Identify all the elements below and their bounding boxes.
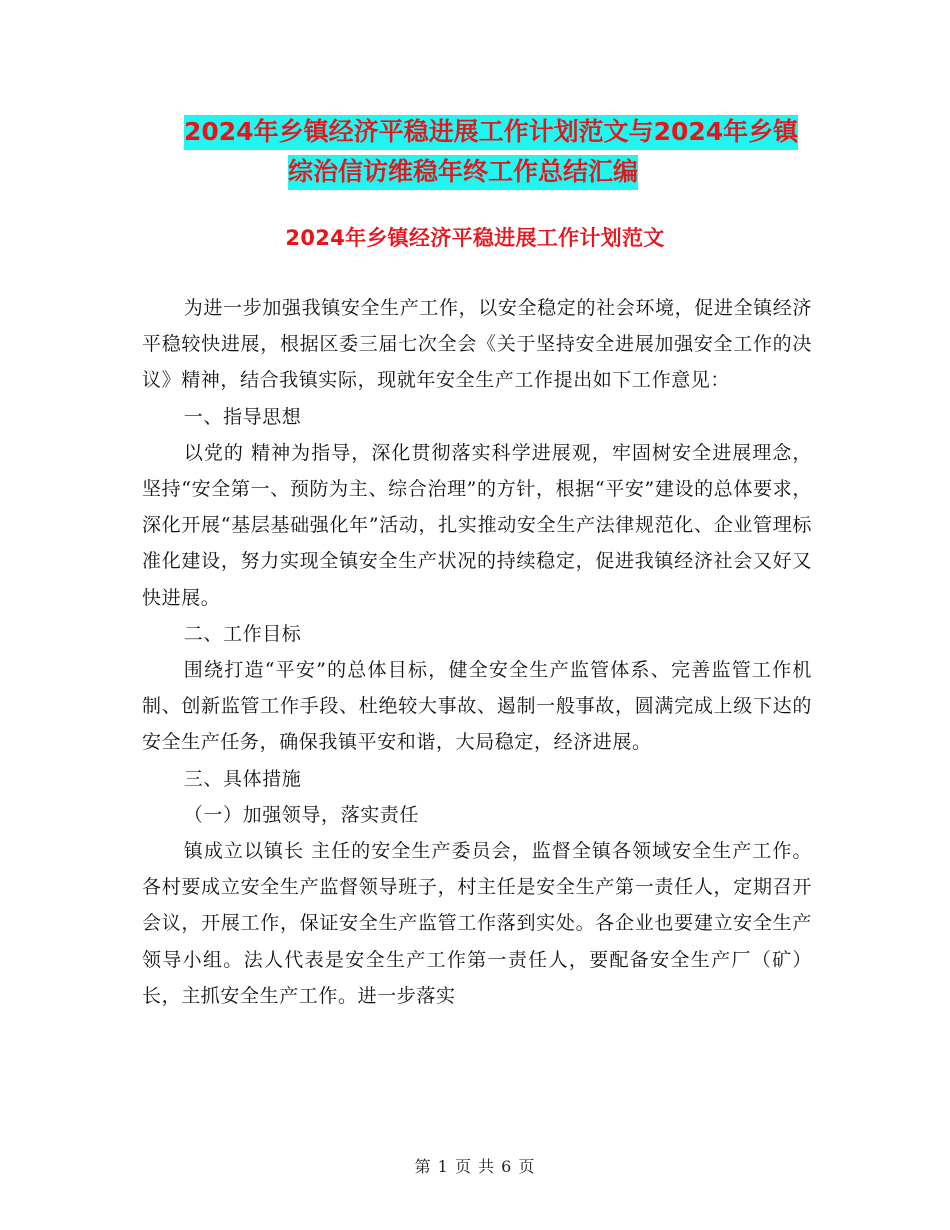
- document-title: [140, 112, 830, 192]
- heading-guiding-ideology: 一、指导思想: [183, 405, 302, 428]
- paragraph-guiding-ideology: 以党的 精神为指导，深化贯彻落实科学进展观，牢固树安全进展理念，坚持“安全第一、预防为主、综合治理”的方针，根据“平安”建设的总体要求，深化开展“基层基础强化年”活动，扎实推动安全生产法律规范化、企业管理标准化建设，努力实现全镇安全生产状况的持续稳定，促进我镇经济社会又好又快进展。: [142, 441, 812, 609]
- paragraph-work-goals: 围绕打造“平安”的总体目标，健全安全生产监管体系、完善监管工作机制、创新监管工作手段、杜绝较大事故、遏制一般事故，圆满完成上级下达的安全生产任务，确保我镇平安和谐，大局稳定，经济进展。: [142, 659, 812, 754]
- section-title: 2024年乡镇经济平稳进展工作计划范文: [285, 226, 665, 250]
- paragraph-leadership: 镇成立以镇长 主任的安全生产委员会，监督全镇各领域安全生产工作。各村要成立安全生产监督领导班子，村主任是安全生产第一责任人，定期召开会议，开展工作，保证安全生产监管工作落到实处。各企业也要建立安全生产领导小组。法人代表是安全生产工作第一责任人，要配备安全生产厂（矿）长，主抓安全生产工作。进一步落实: [142, 840, 812, 1007]
- document-body: [142, 290, 812, 1014]
- heading-work-goals: 二、工作目标: [183, 622, 302, 645]
- page-number-footer: 第 1 页 共 6 页: [414, 1157, 536, 1176]
- heading-specific-measures: 三、具体措施: [183, 767, 302, 790]
- subheading-leadership: （一）加强领导，落实责任: [183, 803, 419, 826]
- paragraph-intro: 为进一步加强我镇安全生产工作，以安全稳定的社会环境，促进全镇经济平稳较快进展，根据区委三届七次全会《关于坚持安全进展加强安全工作的决议》精神，结合我镇实际，现就年安全生产工作提出如下工作意见：: [142, 297, 812, 392]
- title-line-2: 综治信访维稳年终工作总结汇编: [288, 155, 638, 190]
- title-line-1: 2024年乡镇经济平稳进展工作计划范文与2024年乡镇: [184, 115, 798, 150]
